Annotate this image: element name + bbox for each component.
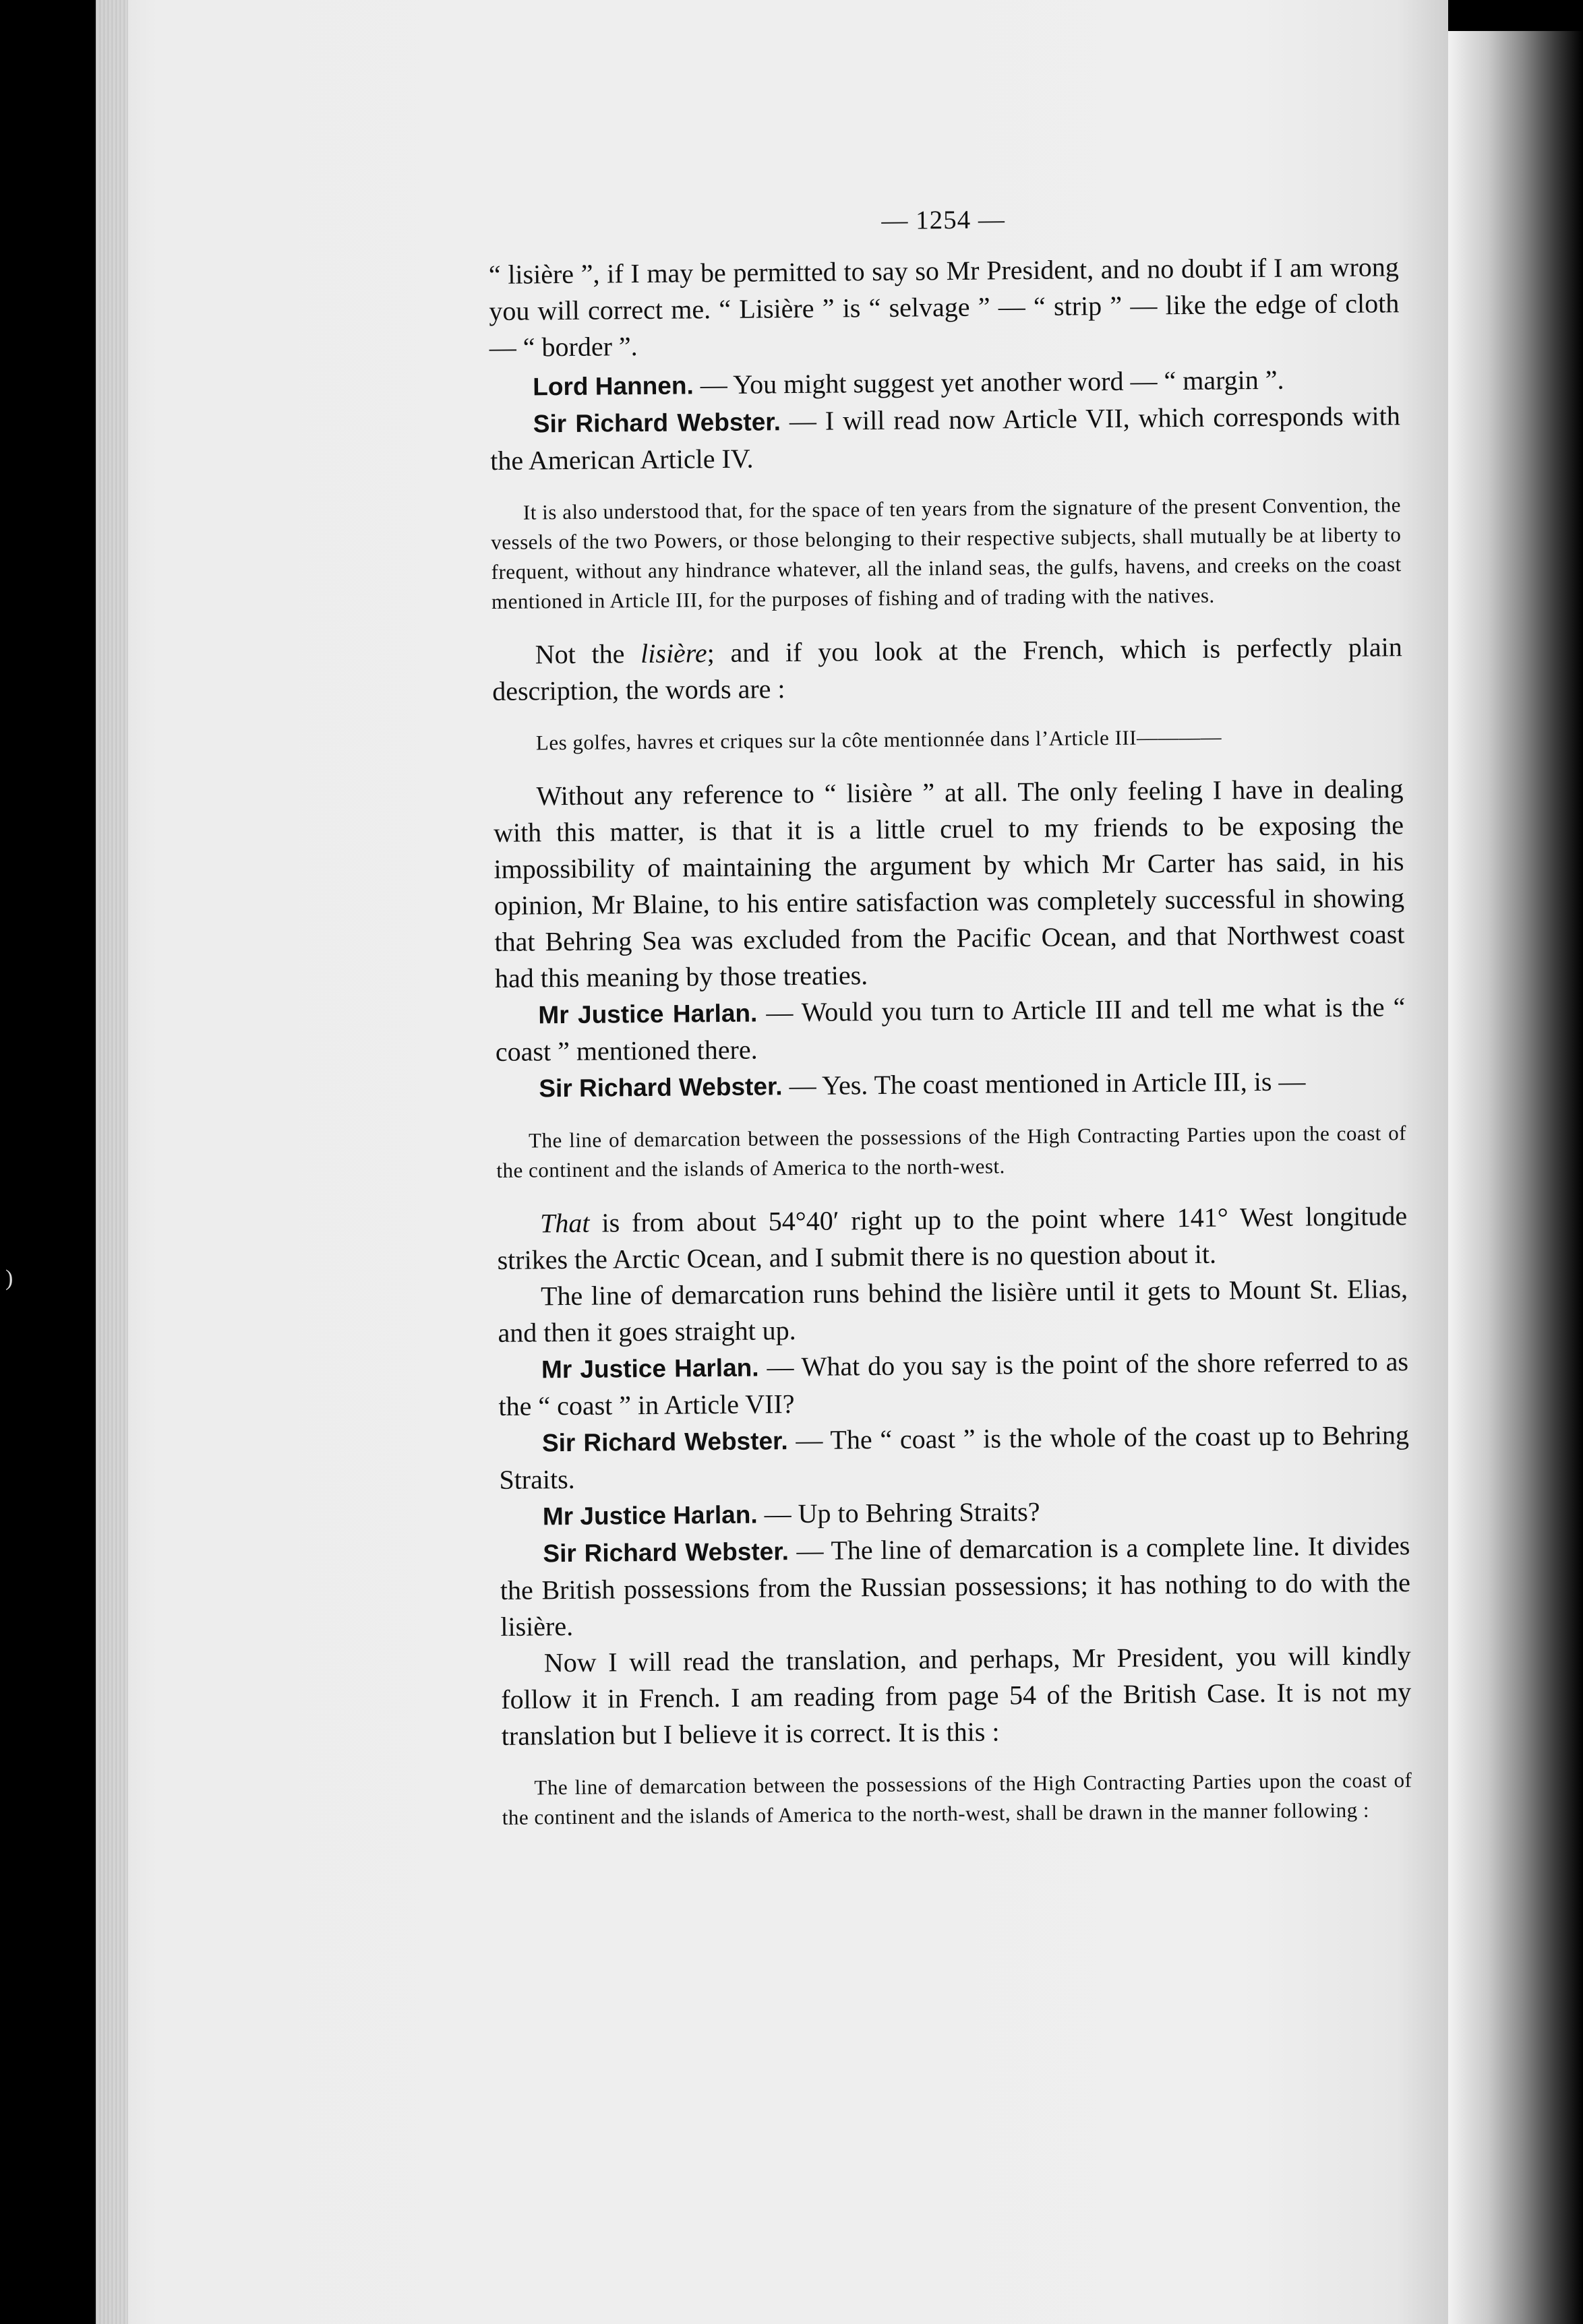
page-corner-shadow <box>1448 0 1583 31</box>
speaker-name: Mr Justice Harlan. <box>538 999 758 1029</box>
page-text <box>488 201 1412 1853</box>
speaker-name: Sir Richard Webster. <box>541 1427 788 1457</box>
speaker-name: Sir Richard Webster. <box>533 408 781 438</box>
speech-text: — The “ coast ” is the whole of the coast up to Behring Straits. <box>499 1419 1410 1495</box>
speaker-name: Lord Hannen. <box>533 371 694 401</box>
speech-webster-2 <box>496 1062 1406 1107</box>
italic-word: lisière <box>640 638 707 669</box>
page-right-shadow <box>1448 0 1583 2324</box>
speech-text: — What do you say is the point of the shore referred to as the “ coast ” in Article VII? <box>498 1346 1409 1421</box>
page-stack-edge <box>96 0 128 2324</box>
quote-french: Les golfes, havres et criques sur la côte mentionnée dans l’Article III———— <box>535 725 1222 755</box>
speech-text: — Up to Behring Straits? <box>757 1496 1040 1529</box>
quote-line-drawn: The line of demarcation between the possessions of the High Contracting Parties upon the coast of the continent and the islands of America to the north-west, shall be drawn in the manner following : <box>502 1768 1412 1829</box>
speech-harlan-2 <box>498 1343 1409 1425</box>
paragraph-that-is <box>497 1198 1408 1279</box>
paragraph-text: is from about 54°40′ right up to the point where 141° West longitude strikes the Arctic Ocean, and I submit there is no question about it. <box>497 1200 1408 1275</box>
paragraph-text: ; and if you look at the French, which is perfectly plain description, the words are : <box>492 632 1402 706</box>
paragraph-lisiere <box>489 249 1400 366</box>
paragraph-text: “ lisière ”, if I may be permitted to say so Mr President, and no doubt if I am wrong you will correct me. “ Lisière ” is “ selvage ” — “ strip ” — like the edge of cloth — “ border ”. <box>488 251 1400 363</box>
speech-webster-4 <box>500 1527 1410 1645</box>
paragraph-text: Now I will read the translation, and perhaps, Mr President, you will kindly follow it in French. I am reading from page 54 of the British Case. It is not my translation but I believe it is correct. It is this : <box>501 1640 1412 1751</box>
italic-word: That <box>539 1207 590 1239</box>
paragraph-text: Not the <box>535 638 641 670</box>
speech-text: — Would you turn to Article III and tell me what is the “ coast ” mentioned there. <box>495 991 1406 1067</box>
quote-article-vii: It is also understood that, for the space of ten years from the signature of the present Convention, the vessels of the two Powers, or those belonging to their respective subjects, shall mutually be at liberty to frequent, without any hindrance whatever, all the inland seas, the gulfs, havens, and creeks on the coast mentioned in Article III, for the purposes of fishing and of trading with the natives. <box>491 493 1402 613</box>
speech-text: — The line of demarcation is a complete line. It divides the British possessions from the Russian possessions; it has nothing to do with the lisière. <box>500 1530 1411 1642</box>
paragraph-without-reference <box>493 770 1405 997</box>
quote-line-of-demarcation: The line of demarcation between the possessions of the High Contracting Parties upon the coast of the continent and the islands of America to the north-west. <box>496 1121 1407 1182</box>
speech-webster-3 <box>499 1417 1410 1498</box>
paragraph-text: The line of demarcation runs behind the lisière until it gets to Mount St. Elias, and then it goes straight up. <box>498 1273 1408 1348</box>
speaker-name: Sir Richard Webster. <box>543 1537 789 1568</box>
speaker-name: Mr Justice Harlan. <box>541 1353 759 1384</box>
page-number: — 1254 — <box>881 205 1006 235</box>
speaker-name: Mr Justice Harlan. <box>542 1500 758 1531</box>
speech-webster-1 <box>490 398 1401 479</box>
margin-mark: ) <box>5 1266 13 1291</box>
speech-text: — Yes. The coast mentioned in Article III, is — <box>782 1066 1306 1101</box>
speech-text: — You might suggest yet another word — “ margin ”. <box>693 364 1284 400</box>
paragraph-translation <box>501 1637 1412 1754</box>
paragraph-line-runs <box>498 1271 1408 1351</box>
speech-text: — I will read now Article VII, which corresponds with the American Article IV. <box>490 400 1400 476</box>
speaker-name: Sir Richard Webster. <box>539 1072 783 1103</box>
paragraph-text: Without any reference to “ lisière ” at all. The only feeling I have in dealing with this matter, is that it is a little cruel to my friends to be exposing the impossibility of maintaining the argument by which Mr Carter has said, in his opinion, Mr Blaine, to his entire satisfaction was completely successful in showing that Behring Sea was excluded from the Pacific Ocean, and that Northwest coast had this meaning by those treaties. <box>493 773 1405 993</box>
speech-harlan-1 <box>495 989 1406 1070</box>
paragraph-not-lisiere <box>492 629 1403 710</box>
